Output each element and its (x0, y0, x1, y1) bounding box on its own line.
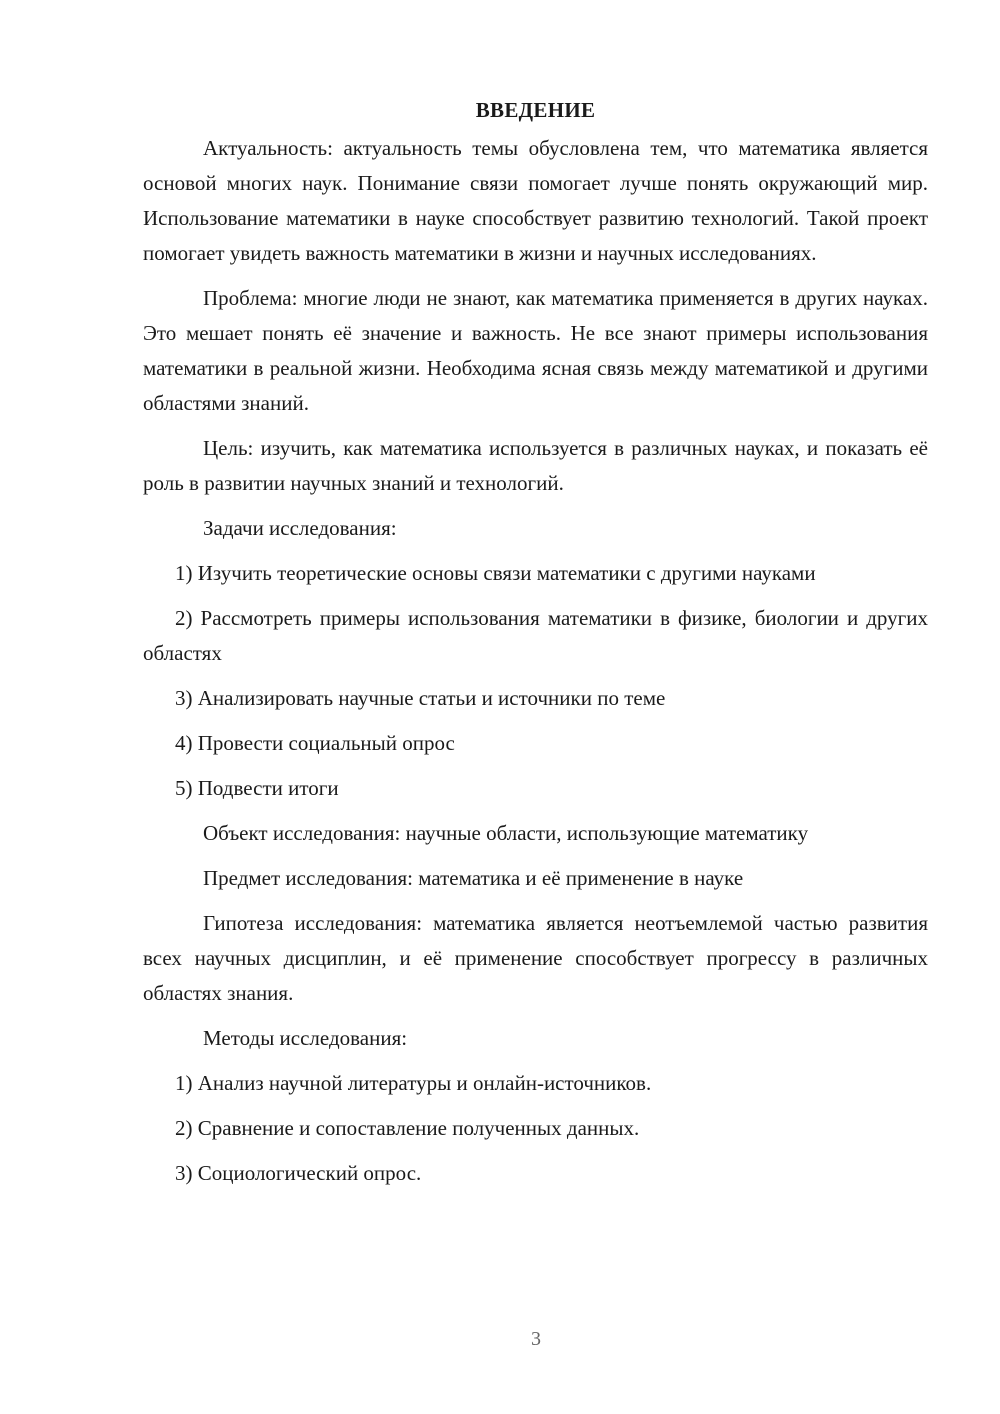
task-item: 4) Провести социальный опрос (175, 731, 455, 755)
object-paragraph: Объект исследования: научные области, использующие математику (203, 821, 809, 845)
task-item: 3) Анализировать научные статьи и источники по теме (175, 686, 666, 710)
document-page (143, 93, 928, 1201)
hypothesis-paragraph: Гипотеза исследования: математика является неотъемлемой частью развития всех научных дисциплин, и её применение способствует прогрессу в различных областях знания. (143, 911, 928, 1005)
relevance-paragraph: Актуальность: актуальность темы обусловлена тем, что математика является основой многих наук. Понимание связи помогает лучше понять окружающий мир. Использование математики в науке способствует развитию технологий. Такой проект помогает увидеть важность математики в жизни и научных исследованиях. (143, 136, 928, 265)
method-item: 3) Социологический опрос. (175, 1161, 422, 1185)
methods-title: Методы исследования: (203, 1026, 408, 1050)
method-item: 1) Анализ научной литературы и онлайн-источников. (175, 1071, 652, 1095)
goal-paragraph: Цель: изучить, как математика используется в различных науках, и показать её роль в развитии научных знаний и технологий. (143, 436, 928, 495)
subject-paragraph: Предмет исследования: математика и её применение в науке (203, 866, 744, 890)
page-number: 3 (531, 1328, 541, 1350)
task-item: 5) Подвести итоги (175, 776, 339, 800)
tasks-title: Задачи исследования: (203, 516, 397, 540)
task-item: 1) Изучить теоретические основы связи математики с другими науками (175, 561, 816, 585)
task-item: 2) Рассмотреть примеры использования математики в физике, биологии и других областях (143, 606, 928, 665)
section-heading: ВВЕДЕНИЕ (475, 98, 596, 122)
method-item: 2) Сравнение и сопоставление полученных данных. (175, 1116, 640, 1140)
problem-paragraph: Проблема: многие люди не знают, как математика применяется в других науках. Это мешает понять её значение и важность. Не все знают примеры использования математики в реальной жизни. Необходима ясная связь между математикой и другими областями знаний. (143, 286, 928, 415)
